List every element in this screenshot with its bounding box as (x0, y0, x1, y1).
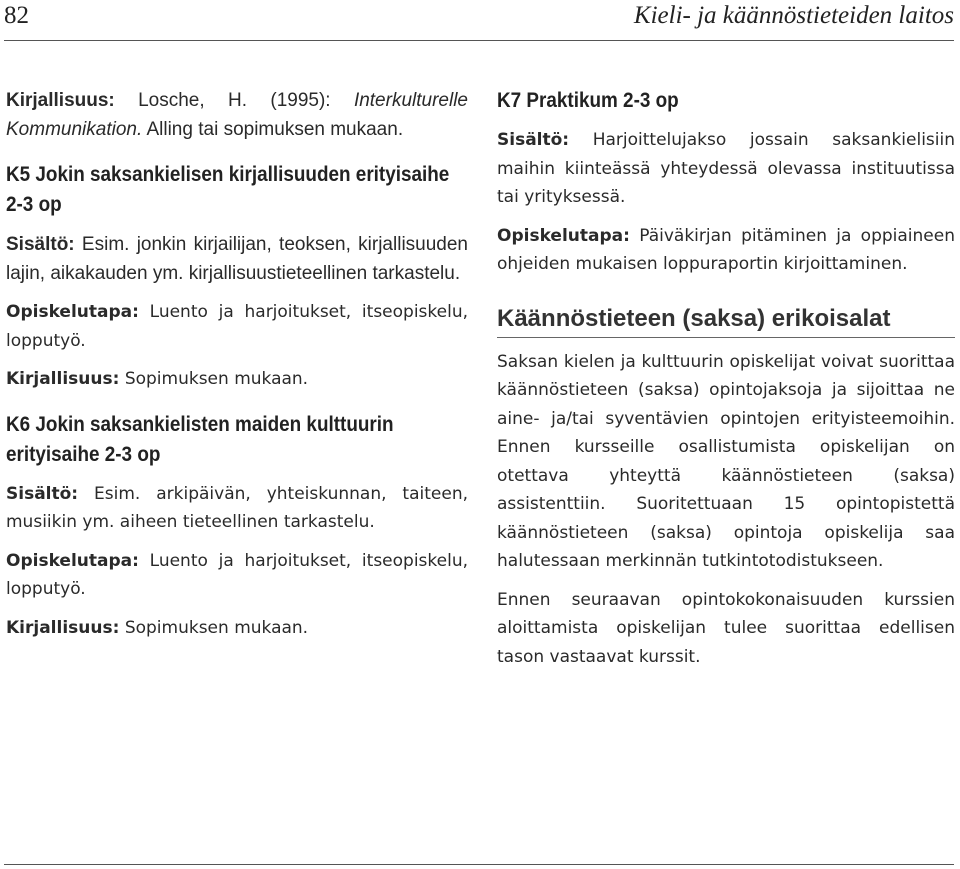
literature-text: Sopimuksen mukaan. (124, 369, 309, 389)
section-paragraph-2: Ennen seuraavan opintokokonaisuuden kurssien aloittamista opiskelijan tulee suorittaa edellisen tason vastaavat kurssit. (497, 589, 955, 667)
section-heading: Käännöstieteen (saksa) erikoisalat (497, 305, 955, 338)
course-heading-k6: K6 Jokin saksankielisten maiden kulttuurin erityisaihe 2-3 op (6, 412, 394, 466)
page-header (4, 0, 954, 41)
k7-method (497, 222, 955, 279)
k5-method (6, 298, 468, 355)
footer-rule (4, 864, 954, 865)
k7-content (497, 126, 955, 212)
k6-content (6, 480, 468, 537)
method-label: Opiskelutapa: (497, 225, 630, 246)
content-label: Sisältö: (6, 483, 79, 504)
section-paragraph-1: Saksan kielen ja kulttuurin opiskelijat voivat suorittaa käännöstieteen (saksa) opintojaksoja ja sijoittaa ne aine- ja/tai syventävien opintojen erityisteemoihin. Ennen kursseille osallistumista opiskelijan on otettava yhteyttä käännöstieteen (saksa) assistenttiin. Suoritettuaan 15 opintopistettä käännöstieteen (saksa) opintoja opiskelija saa halutessaan merkinnän tutkintotodistukseen. (497, 351, 955, 571)
right-column (497, 86, 955, 671)
method-text: Päiväkirjan pitäminen ja oppiaineen ohjeiden mukaisen loppuraportin kirjoittaminen. (497, 225, 955, 274)
content-label: Sisältö: (6, 234, 75, 255)
literature-text: Sopimuksen mukaan. (124, 617, 309, 638)
k5-content (6, 230, 468, 288)
left-column (6, 86, 468, 642)
literature-label: Kirjallisuus: (6, 617, 120, 638)
page-number: 82 (4, 2, 29, 29)
k6-method (6, 547, 468, 604)
k5-literature (6, 365, 468, 394)
running-head: Kieli- ja käännöstieteiden laitos (633, 2, 954, 29)
literature-label: Kirjallisuus: (6, 90, 115, 111)
k6-literature (6, 614, 468, 643)
method-label: Opiskelutapa: (6, 302, 139, 322)
method-text: Luento ja harjoitukset, itseopiskelu, lopputyö. (6, 550, 469, 599)
method-label: Opiskelutapa: (6, 550, 139, 571)
content-text: Esim. jonkin kirjailijan, teoksen, kirjallisuuden lajin, aikakauden ym. kirjallisuustieteellinen tarkastelu. (6, 234, 468, 284)
literature-paragraph (6, 86, 468, 144)
method-text: Luento ja harjoitukset, itseopiskelu, lopputyö. (6, 302, 469, 351)
content-text: Harjoittelujakso jossain saksankielisiin maihin kiinteässä yhteydessä olevassa instituutissa tai yrityksessä. (497, 130, 955, 207)
literature-rest: Alling tai sopimuksen mukaan. (146, 119, 404, 140)
course-heading-k5: K5 Jokin saksankielisen kirjallisuuden erityisaihe 2-3 op (6, 163, 450, 216)
literature-title: Interkulturelle Kommunikation. (6, 90, 468, 140)
literature-label: Kirjallisuus: (6, 369, 120, 389)
content-label: Sisältö: (497, 130, 570, 150)
literature-author: Losche, H. (1995): (138, 90, 331, 111)
content-text: Esim. arkipäivän, yhteiskunnan, taiteen, musiikin ym. aiheen tieteellinen tarkastelu. (6, 483, 468, 532)
course-heading-k7: K7 Praktikum 2-3 op (497, 89, 679, 112)
